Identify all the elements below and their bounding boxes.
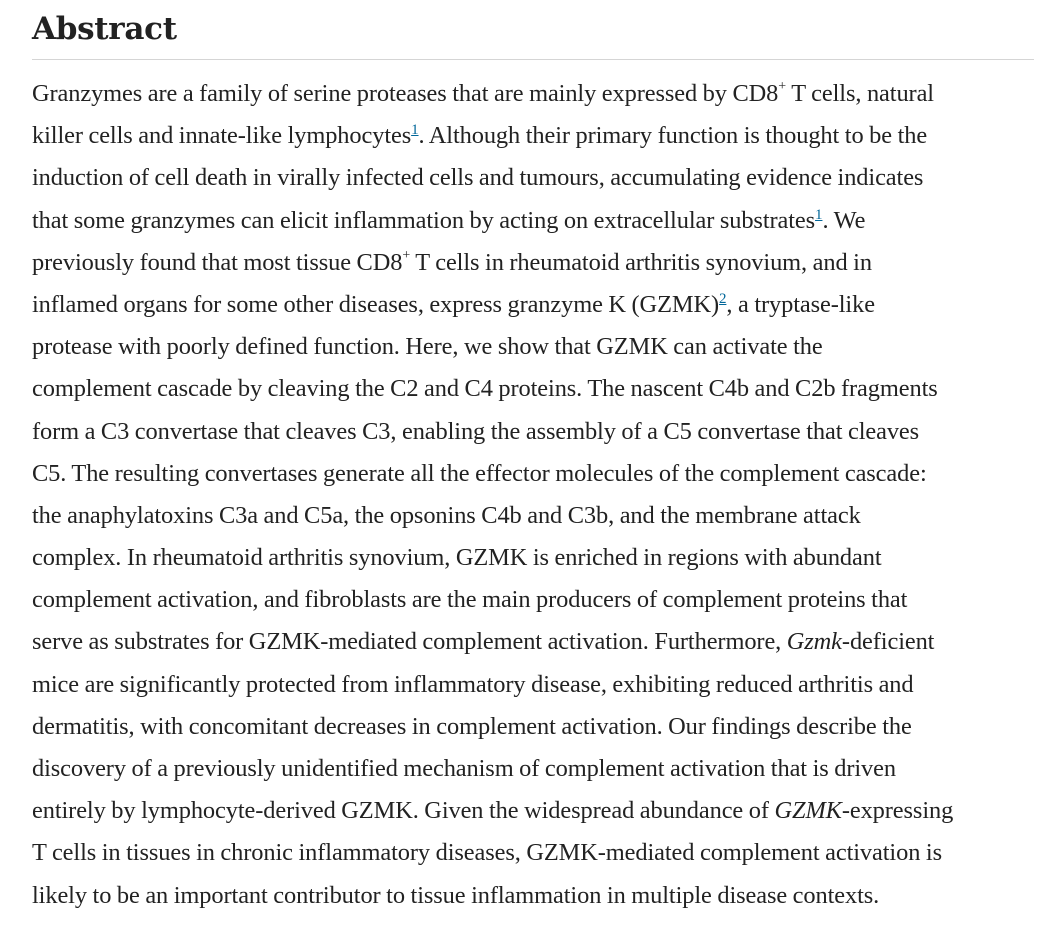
reference-link-2[interactable]: 2 [719, 290, 727, 307]
abstract-paragraph [32, 60, 1034, 917]
gene-name-italic: Gzmk [786, 628, 842, 656]
text-line: dermatitis, with concomitant decreases in complement activation. Our findings describe the [32, 712, 912, 740]
text-line: Granzymes are a family of serine proteases that are mainly expressed by CD8+ T cells, natural [32, 79, 934, 107]
reference-link-1[interactable]: 1 [815, 206, 823, 223]
text-line: complex. In rheumatoid arthritis synovium, GZMK is enriched in regions with abundant [32, 544, 882, 572]
text-line: C5. The resulting convertases generate all the effector molecules of the complement cascade: [32, 459, 927, 487]
text-line: discovery of a previously unidentified mechanism of complement activation that is driven [32, 755, 896, 782]
text-line: that some granzymes can elicit inflammation by acting on extracellular substrates$^1$. We [32, 206, 866, 234]
text-line: protease with poorly defined function. Here, we show that GZMK can activate the [32, 333, 823, 361]
gene-name-italic: GZMK [774, 797, 842, 825]
section-heading: Abstract [32, 11, 177, 47]
text-line: induction of cell death in virally infected cells and tumours, accumulating evidence indicates [32, 164, 924, 192]
text-line: serve as substrates for GZMK-mediated complement activation. Furthermore, Gzmk-deficient [32, 628, 935, 656]
text-line: complement cascade by cleaving the C2 and C4 proteins. The nascent C4b and C2b fragments [32, 375, 938, 403]
text-line: complement activation, and fibroblasts are the main producers of complement proteins that [32, 586, 908, 614]
text-line: the anaphylatoxins C3a and C5a, the opsonins C4b and C3b, and the membrane attack [32, 501, 861, 529]
text-line: inflamed organs for some other diseases, express granzyme K (GZMK)$^2$, a tryptase-like [32, 290, 875, 318]
abstract-section [32, 0, 1034, 917]
text-line: likely to be an important contributor to tissue inflammation in multiple disease contexts. [32, 881, 880, 909]
superscript-plus: + [402, 247, 411, 263]
text-line: entirely by lymphocyte-derived GZMK. Given the widespread abundance of GZMK-expressing [32, 797, 954, 825]
superscript-plus: + [778, 79, 787, 94]
text-line: mice are significantly protected from inflammatory disease, exhibiting reduced arthritis and [32, 670, 914, 698]
text-line: T cells in tissues in chronic inflammatory diseases, GZMK-mediated complement activation is [32, 839, 942, 867]
text-line: form a C3 convertase that cleaves C3, enabling the assembly of a C5 convertase that cleaves [32, 417, 920, 445]
text-line: killer cells and innate-like lymphocytes$^1$. Although their primary function is thought to be the [32, 122, 928, 150]
reference-link-1[interactable]: 1 [411, 122, 419, 139]
text-line: previously found that most tissue CD8+ T cells in rheumatoid arthritis synovium, and in [32, 247, 872, 276]
